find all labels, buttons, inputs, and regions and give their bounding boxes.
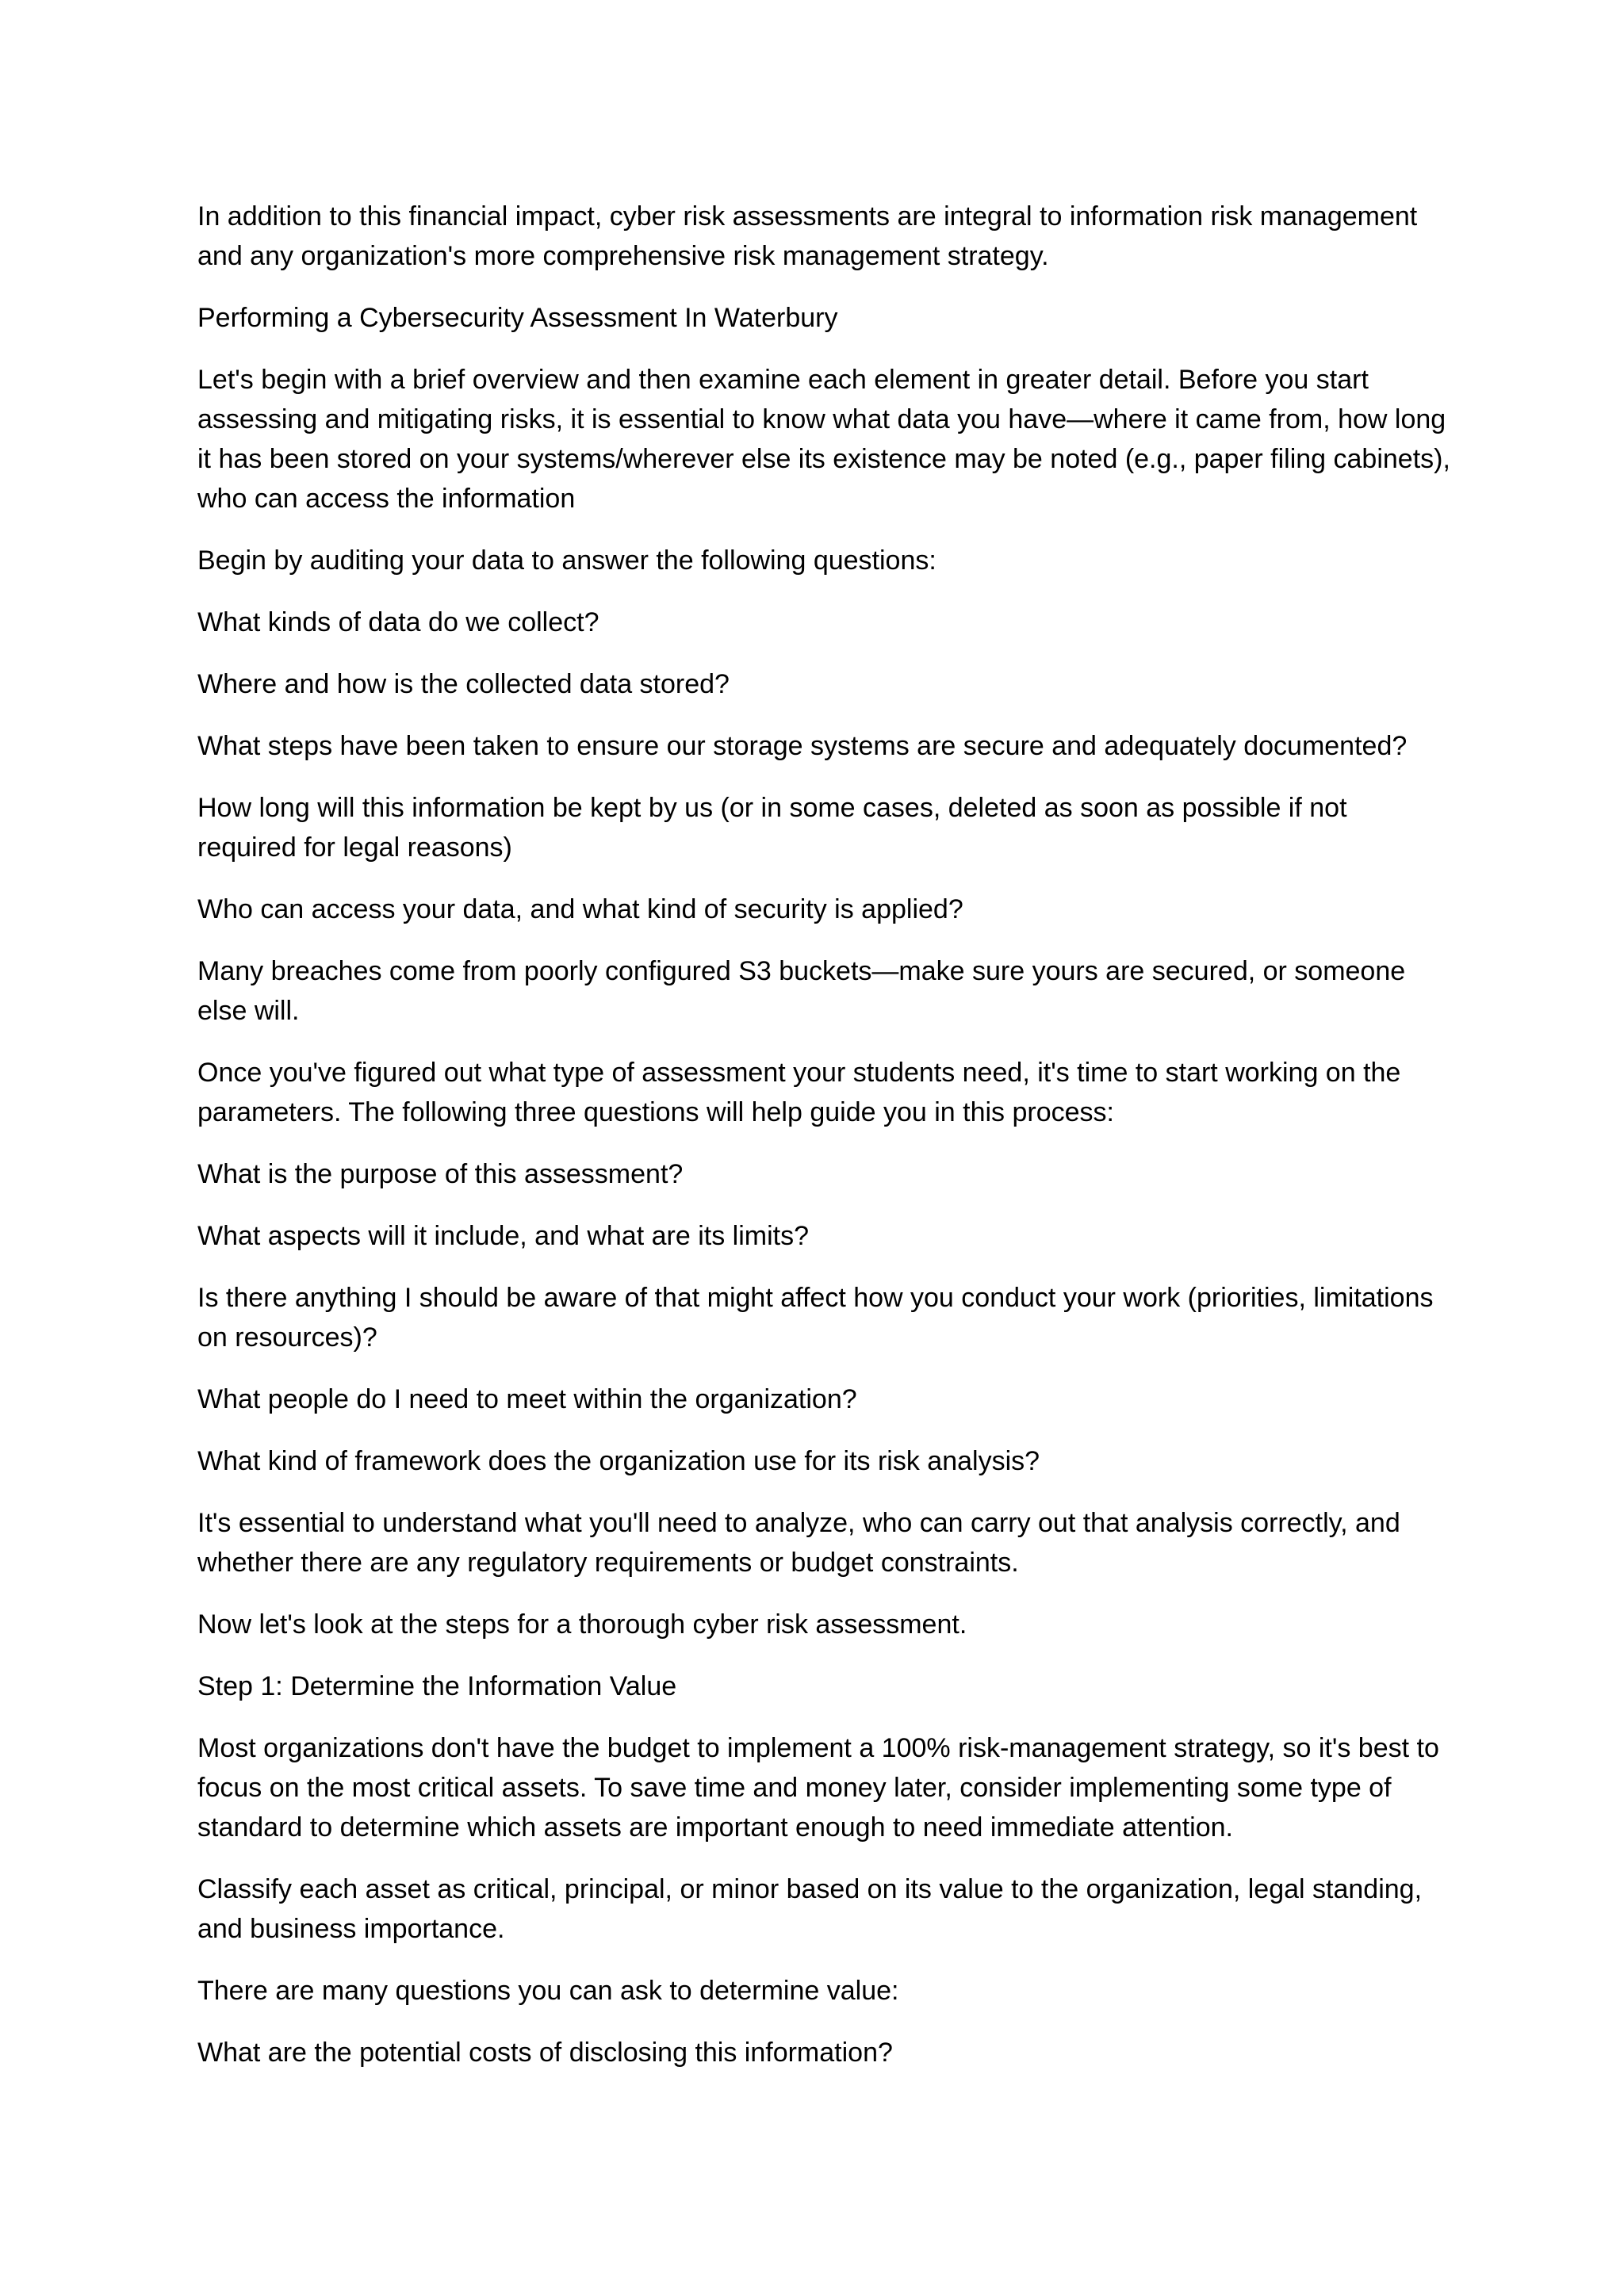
- question-item: Who can access your data, and what kind of security is applied?: [197, 894, 963, 924]
- paragraph-steps-intro: Now let's look at the steps for a thorough cyber risk assessment.: [197, 1609, 967, 1640]
- question-item: How long will this information be kept by us (or in some cases, deleted as soon as possible if not required for legal reasons): [197, 793, 1347, 863]
- paragraph-audit-intro: Begin by auditing your data to answer the following questions:: [197, 545, 936, 576]
- step-heading-1: Step 1: Determine the Information Value: [197, 1671, 677, 1701]
- paragraph-intro: In addition to this financial impact, cyber risk assessments are integral to information risk management and any organization's more comprehensive risk management strategy.: [197, 201, 1418, 271]
- paragraph-budget: Most organizations don't have the budget to implement a 100% risk-management strategy, so it's best to focus on the most critical assets. To save time and money later, consider implementing some type of standard to determine which assets are important enough to need immediate attention.: [197, 1733, 1439, 1843]
- question-item: Where and how is the collected data stored?: [197, 669, 730, 699]
- paragraph-parameters: Once you've figured out what type of assessment your students need, it's time to start working on the parameters. The following three questions will help guide you in this process:: [197, 1058, 1401, 1127]
- question-item: What aspects will it include, and what are its limits?: [197, 1221, 809, 1251]
- paragraph-classify: Classify each asset as critical, principal, or minor based on its value to the organization, legal standing, and business importance.: [197, 1874, 1423, 1944]
- paragraph-breaches: Many breaches come from poorly configured S3 buckets—make sure yours are secured, or someone else will.: [197, 956, 1406, 1026]
- paragraph-understand: It's essential to understand what you'll need to analyze, who can carry out that analysis correctly, and whether there are any regulatory requirements or budget constraints.: [197, 1508, 1400, 1578]
- question-item: What are the potential costs of disclosing this information?: [197, 2038, 893, 2068]
- paragraph-value-questions: There are many questions you can ask to determine value:: [197, 1976, 899, 2006]
- section-heading-assessment: Performing a Cybersecurity Assessment In Waterbury: [197, 303, 838, 333]
- question-item: Is there anything I should be aware of that might affect how you conduct your work (priorities, limitations on resources)?: [197, 1283, 1434, 1353]
- paragraph-overview: Let's begin with a brief overview and then examine each element in greater detail. Before you start assessing and mitigating risks, it is essential to know what data you have—where it came from, how long it has been stored on your systems/wherever else its existence may be noted (e.g., paper filing cabinets), who can access the information: [197, 365, 1450, 514]
- document-body: [197, 197, 1450, 2095]
- question-item: What is the purpose of this assessment?: [197, 1159, 684, 1189]
- question-item: What steps have been taken to ensure our storage systems are secure and adequately documented?: [197, 731, 1408, 761]
- question-item: What kind of framework does the organization use for its risk analysis?: [197, 1446, 1040, 1476]
- question-item: What people do I need to meet within the organization?: [197, 1384, 857, 1414]
- question-item: What kinds of data do we collect?: [197, 607, 599, 637]
